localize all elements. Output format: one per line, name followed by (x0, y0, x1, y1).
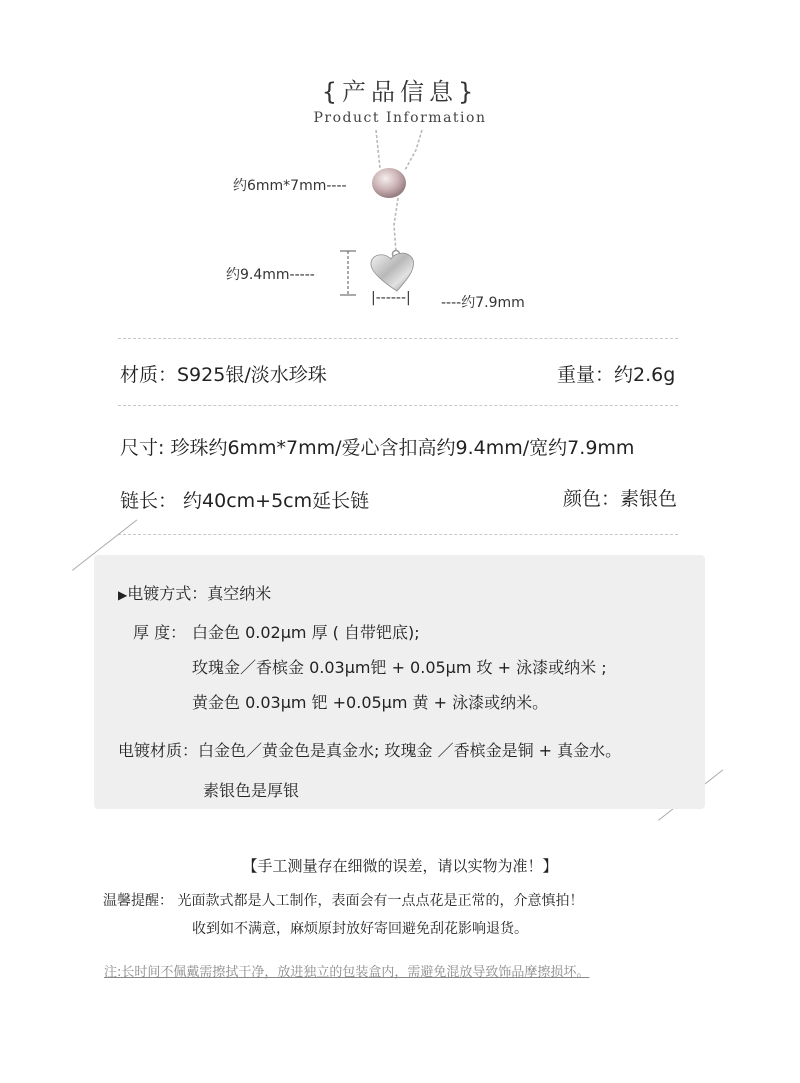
spec-weight: 重量：约2.6g (557, 364, 676, 386)
section-subtitle: Product Information (313, 110, 487, 126)
divider (118, 338, 678, 339)
tip-line-2: 收到如不满意，麻烦原封放好寄回避免刮花影响退货。 (192, 921, 528, 937)
thickness-line-1: 白金色 0.02µm 厚 ( 自带钯底); (192, 623, 420, 642)
heart-pendant (371, 253, 414, 291)
footnote: 注:长时间不佩戴需擦拭干净，放进独立的包装盒内，需避免混放导致饰品摩擦损坏。 (104, 965, 590, 980)
plating-material-1: 电镀材质：白金色／黄金色是真金水; 玫瑰金 ／香槟金是铜 + 真金水。 (118, 741, 622, 760)
spec-size: 尺寸: 珍珠约6mm*7mm/爱心含扣高约9.4mm/宽约7.9mm (120, 437, 635, 459)
divider (118, 405, 678, 406)
heart-width-marker: |------| (371, 290, 411, 306)
plating-method: ▶电镀方式：真空纳米 (118, 584, 272, 603)
spec-chain-length: 链长： 约40cm+5cm延长链 (120, 490, 370, 512)
thickness-line-3: 黄金色 0.03µm 钯 +0.05µm 黄 + 泳漆或纳米。 (192, 693, 549, 712)
section-title: {产品信息} (321, 78, 479, 106)
pearl-size-label: 约6mm*7mm---- (233, 178, 347, 194)
necklace-image (0, 0, 800, 330)
thickness-line-2: 玫瑰金／香槟金 0.03µm钯 + 0.05µm 玫 + 泳漆或纳米 ; (192, 658, 607, 677)
divider (118, 534, 678, 535)
triangle-icon: ▶ (118, 588, 128, 602)
spec-color: 颜色：素银色 (563, 488, 678, 510)
measure-notice: 【手工测量存在细微的误差，请以实物为准！】 (242, 857, 558, 875)
heart-height-label: 约9.4mm----- (226, 267, 315, 283)
plating-material-2: 素银色是厚银 (203, 781, 300, 800)
heart-width-label: ----约7.9mm (441, 295, 525, 311)
spec-material: 材质：S925银/淡水珍珠 (120, 364, 327, 386)
tip-line-1: 温馨提醒： 光面款式都是人工制作，表面会有一点点花是正常的，介意慎拍！ (103, 893, 584, 909)
thickness-label: 厚 度： (133, 623, 187, 642)
pearl (372, 168, 406, 198)
height-bracket (340, 251, 356, 295)
